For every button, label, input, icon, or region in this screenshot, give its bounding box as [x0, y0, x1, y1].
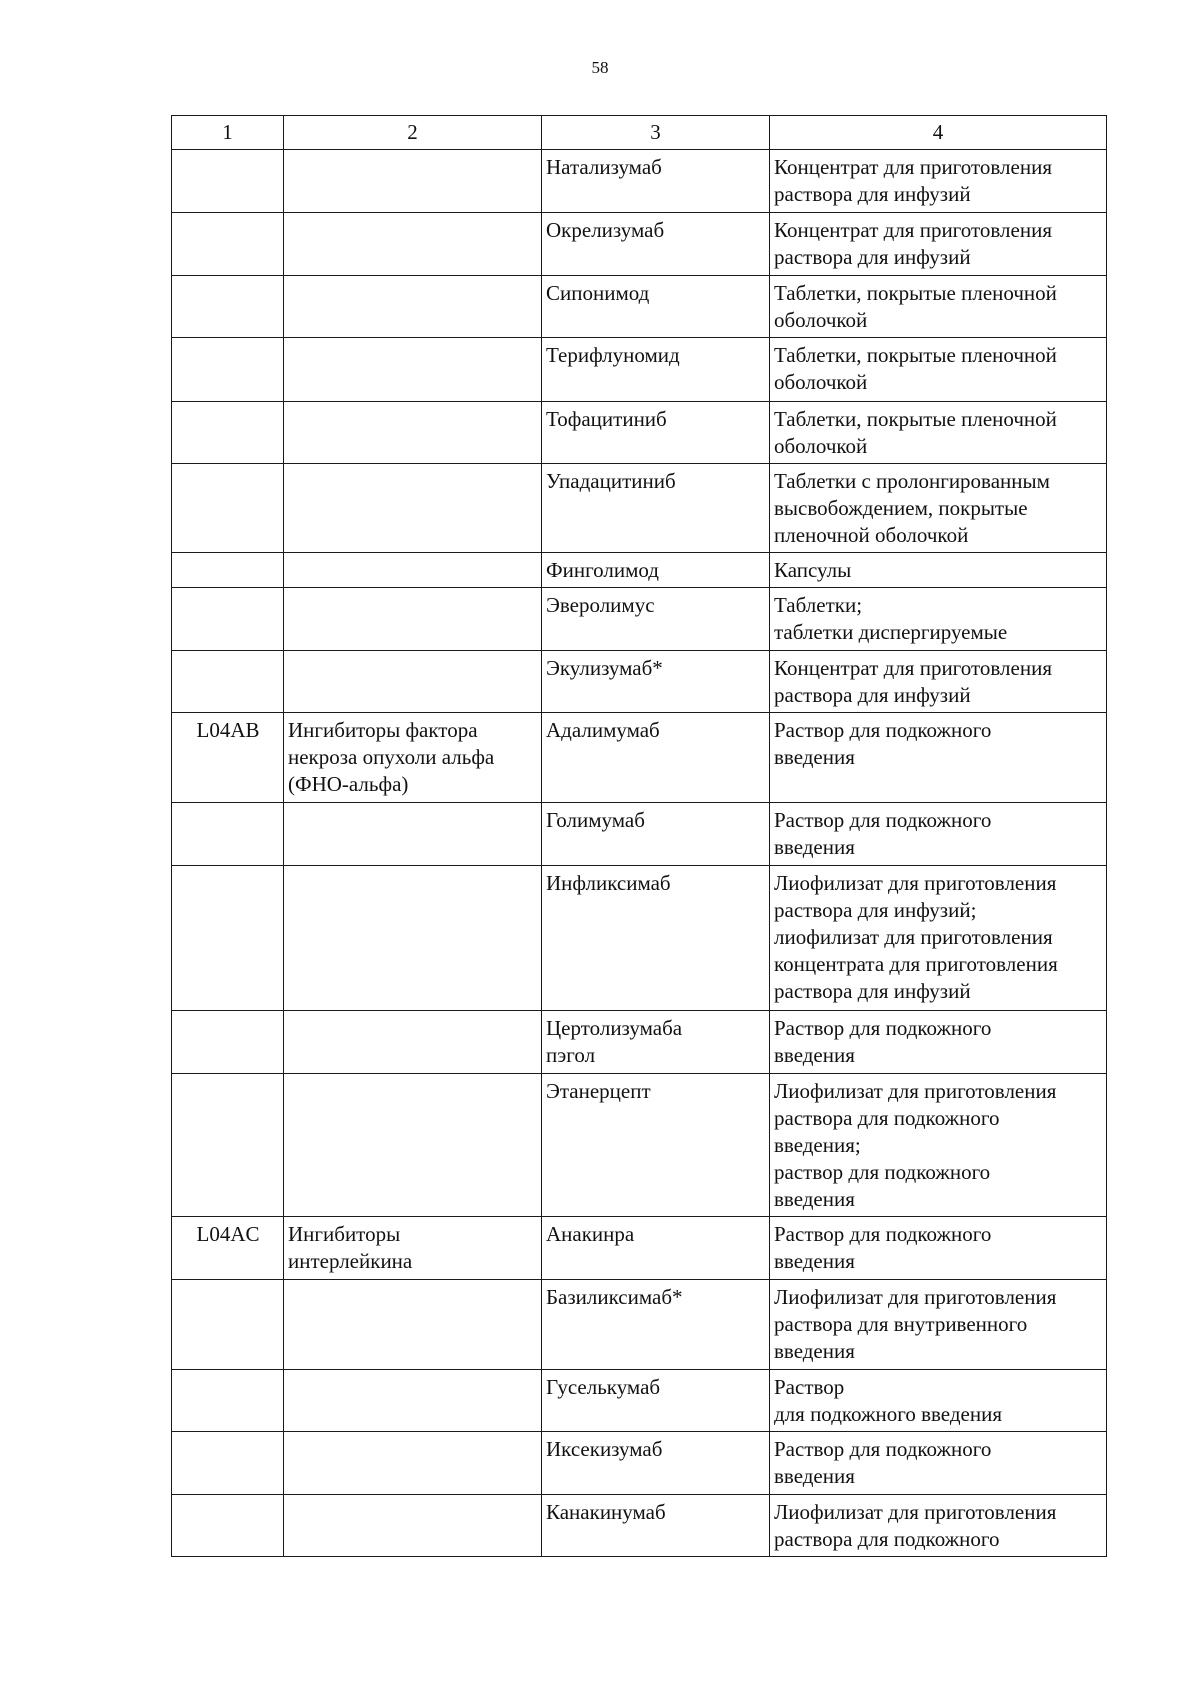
- cell-dosage-form-line: раствора для внутривенного: [774, 1312, 1028, 1336]
- cell-drug-name-line: Тофацитиниб: [546, 407, 667, 431]
- cell-drug-name-line: Канакинумаб: [546, 1500, 666, 1524]
- cell-code: [172, 1495, 284, 1557]
- cell-group-line: (ФНО-альфа): [288, 772, 409, 796]
- cell-dosage-form: [770, 150, 1107, 213]
- cell-drug-name-line: Иксекизумаб: [546, 1437, 663, 1461]
- cell-code: [172, 803, 284, 866]
- header-col-2: 2: [284, 116, 542, 150]
- cell-dosage-form-line: Лиофилизат для приготовления: [774, 1500, 1057, 1524]
- cell-group: [284, 553, 542, 588]
- cell-dosage-form: [770, 276, 1107, 338]
- cell-dosage-form-line: Лиофилизат для приготовления: [774, 1079, 1057, 1103]
- cell-dosage-form-line: раствора для инфузий: [774, 979, 971, 1003]
- cell-dosage-form-line: лиофилизат для приготовления: [774, 925, 1053, 949]
- cell-group: [284, 1432, 542, 1495]
- cell-dosage-form: [770, 1280, 1107, 1370]
- header-col-1: 1: [172, 116, 284, 150]
- cell-drug-name-line: Базиликсимаб*: [546, 1285, 683, 1309]
- table-row: [172, 402, 1107, 464]
- cell-code: [172, 1280, 284, 1370]
- cell-dosage-form-line: введения: [774, 1187, 855, 1211]
- cell-code: [172, 866, 284, 1011]
- cell-dosage-form-line: таблетки диспергируемые: [774, 620, 1008, 644]
- table-row: [172, 1370, 1107, 1432]
- cell-group: [284, 1074, 542, 1217]
- table-row: [172, 1217, 1107, 1280]
- table-row: [172, 1432, 1107, 1495]
- cell-dosage-form: [770, 464, 1107, 553]
- cell-dosage-form-line: введения: [774, 1464, 855, 1488]
- cell-dosage-form-line: высвобождением, покрытые: [774, 496, 1028, 520]
- cell-dosage-form-line: Раствор для подкожного: [774, 1016, 992, 1040]
- cell-dosage-form-line: Раствор для подкожного: [774, 808, 992, 832]
- cell-group: [284, 588, 542, 651]
- table-row: [172, 553, 1107, 588]
- cell-drug-name-line: Натализумаб: [546, 155, 662, 179]
- cell-dosage-form-line: пленочной оболочкой: [774, 523, 969, 547]
- cell-drug-name: [542, 713, 770, 803]
- cell-drug-name: [542, 1495, 770, 1557]
- cell-drug-name: [542, 553, 770, 588]
- page-number: 58: [591, 58, 609, 77]
- cell-drug-name-line: Голимумаб: [546, 808, 645, 832]
- cell-drug-name-line: Этанерцепт: [546, 1079, 651, 1103]
- cell-dosage-form-line: раствора для инфузий: [774, 182, 971, 206]
- cell-code: [172, 651, 284, 713]
- cell-dosage-form: [770, 1432, 1107, 1495]
- cell-dosage-form-line: введения: [774, 1043, 855, 1067]
- cell-dosage-form-line: введения;: [774, 1133, 861, 1157]
- cell-dosage-form-line: Раствор: [774, 1375, 845, 1399]
- cell-group-line: Ингибиторы: [288, 1222, 401, 1246]
- cell-group: [284, 1370, 542, 1432]
- cell-code: L04AB: [172, 713, 284, 803]
- cell-dosage-form: [770, 1011, 1107, 1074]
- cell-dosage-form-line: Таблетки;: [774, 593, 863, 617]
- cell-dosage-form-line: Лиофилизат для приготовления: [774, 1285, 1057, 1309]
- cell-dosage-form: [770, 1370, 1107, 1432]
- cell-dosage-form-line: Раствор для подкожного: [774, 1222, 992, 1246]
- cell-drug-name-line: Финголимод: [546, 558, 659, 582]
- cell-group-line: интерлейкина: [288, 1249, 413, 1273]
- cell-dosage-form: [770, 588, 1107, 651]
- cell-dosage-form: [770, 803, 1107, 866]
- cell-code: [172, 150, 284, 213]
- cell-drug-name-line: Упадацитиниб: [546, 469, 676, 493]
- cell-drug-name-line: Анакинра: [546, 1222, 635, 1246]
- cell-group: [284, 1280, 542, 1370]
- cell-dosage-form-line: Концентрат для приготовления: [774, 155, 1052, 179]
- cell-dosage-form-line: раствора для инфузий: [774, 683, 971, 707]
- cell-drug-name: [542, 1280, 770, 1370]
- cell-dosage-form: [770, 1495, 1107, 1557]
- cell-dosage-form-line: Таблетки, покрытые пленочной: [774, 281, 1057, 305]
- cell-dosage-form-line: Концентрат для приготовления: [774, 218, 1052, 242]
- cell-dosage-form: [770, 713, 1107, 803]
- cell-code: [172, 1432, 284, 1495]
- cell-drug-name: [542, 150, 770, 213]
- cell-dosage-form-line: концентрата для приготовления: [774, 952, 1058, 976]
- cell-dosage-form: [770, 213, 1107, 276]
- cell-dosage-form-line: Раствор для подкожного: [774, 1437, 992, 1461]
- cell-dosage-form-line: раствора для инфузий: [774, 245, 971, 269]
- cell-drug-name: [542, 1011, 770, 1074]
- table-row: [172, 338, 1107, 402]
- cell-code: [172, 1370, 284, 1432]
- table-row: [172, 213, 1107, 276]
- table-row: [172, 866, 1107, 1011]
- cell-group: [284, 464, 542, 553]
- cell-dosage-form-line: оболочкой: [774, 308, 868, 332]
- cell-dosage-form-line: введения: [774, 1339, 855, 1363]
- cell-dosage-form: [770, 553, 1107, 588]
- cell-drug-name-line: Инфликсимаб: [546, 871, 671, 895]
- cell-dosage-form-line: раствора для инфузий;: [774, 898, 977, 922]
- cell-drug-name: [542, 276, 770, 338]
- cell-group: [284, 213, 542, 276]
- cell-group: [284, 1011, 542, 1074]
- cell-group: [284, 1217, 542, 1280]
- cell-code: [172, 1074, 284, 1217]
- cell-dosage-form-line: Капсулы: [774, 558, 852, 582]
- cell-drug-name: [542, 866, 770, 1011]
- cell-drug-name: [542, 1370, 770, 1432]
- cell-drug-name: [542, 464, 770, 553]
- cell-drug-name-line: Терифлуномид: [546, 343, 680, 367]
- cell-drug-name-line: Цертолизумаба: [546, 1016, 683, 1040]
- cell-dosage-form-line: Концентрат для приготовления: [774, 656, 1052, 680]
- cell-dosage-form-line: оболочкой: [774, 370, 868, 394]
- cell-code: [172, 213, 284, 276]
- table-row: [172, 1495, 1107, 1557]
- cell-group-line: Ингибиторы фактора: [288, 718, 478, 742]
- table-row: [172, 588, 1107, 651]
- cell-group: [284, 866, 542, 1011]
- cell-dosage-form: [770, 1074, 1107, 1217]
- cell-dosage-form-line: оболочкой: [774, 434, 868, 458]
- table-row: [172, 651, 1107, 713]
- cell-drug-name: [542, 651, 770, 713]
- cell-dosage-form: [770, 866, 1107, 1011]
- cell-code: [172, 338, 284, 402]
- cell-group: [284, 1495, 542, 1557]
- cell-group: [284, 803, 542, 866]
- cell-drug-name: [542, 1432, 770, 1495]
- cell-drug-name-line: Гуселькумаб: [546, 1375, 661, 1399]
- table-row: [172, 1074, 1107, 1217]
- cell-dosage-form-line: Таблетки с пролонгированным: [774, 469, 1050, 493]
- cell-dosage-form: [770, 402, 1107, 464]
- cell-drug-name-line: Окрелизумаб: [546, 218, 665, 242]
- cell-code: [172, 402, 284, 464]
- cell-dosage-form-line: Таблетки, покрытые пленочной: [774, 407, 1057, 431]
- cell-group: [284, 713, 542, 803]
- cell-dosage-form-line: введения: [774, 745, 855, 769]
- table-row: [172, 803, 1107, 866]
- header-col-4: 4: [770, 116, 1107, 150]
- cell-dosage-form-line: раствора для подкожного: [774, 1527, 1000, 1551]
- cell-drug-name-line: пэгол: [546, 1043, 596, 1067]
- table-row: [172, 713, 1107, 803]
- cell-group-line: некроза опухоли альфа: [288, 745, 495, 769]
- table-row: [172, 1280, 1107, 1370]
- cell-drug-name: [542, 213, 770, 276]
- cell-dosage-form: [770, 1217, 1107, 1280]
- cell-dosage-form-line: Раствор для подкожного: [774, 718, 992, 742]
- cell-drug-name: [542, 1217, 770, 1280]
- cell-drug-name: [542, 803, 770, 866]
- header-col-3: 3: [542, 116, 770, 150]
- cell-dosage-form-line: раствор для подкожного: [774, 1160, 991, 1184]
- cell-code: [172, 588, 284, 651]
- table-row: [172, 276, 1107, 338]
- cell-dosage-form-line: раствора для подкожного: [774, 1106, 1000, 1130]
- cell-dosage-form-line: введения: [774, 835, 855, 859]
- cell-group: [284, 651, 542, 713]
- drug-table: [171, 115, 1107, 1557]
- table-row: [172, 150, 1107, 213]
- cell-dosage-form-line: введения: [774, 1249, 855, 1273]
- cell-drug-name: [542, 338, 770, 402]
- cell-drug-name: [542, 1074, 770, 1217]
- cell-dosage-form-line: Лиофилизат для приготовления: [774, 871, 1057, 895]
- cell-dosage-form: [770, 338, 1107, 402]
- cell-drug-name: [542, 588, 770, 651]
- table-row: [172, 1011, 1107, 1074]
- cell-drug-name-line: Эверолимус: [546, 593, 655, 617]
- cell-drug-name: [542, 402, 770, 464]
- cell-group: [284, 338, 542, 402]
- cell-dosage-form-line: Таблетки, покрытые пленочной: [774, 343, 1057, 367]
- cell-drug-name-line: Адалимумаб: [546, 718, 660, 742]
- cell-group: [284, 150, 542, 213]
- table-header-row: [172, 116, 1107, 150]
- cell-code: [172, 276, 284, 338]
- cell-code: [172, 464, 284, 553]
- cell-dosage-form-line: для подкожного введения: [774, 1402, 1002, 1426]
- table-row: [172, 464, 1107, 553]
- cell-drug-name-line: Сипонимод: [546, 281, 650, 305]
- cell-dosage-form: [770, 651, 1107, 713]
- cell-group: [284, 402, 542, 464]
- cell-group: [284, 276, 542, 338]
- cell-drug-name-line: Экулизумаб*: [546, 656, 663, 680]
- cell-code: [172, 553, 284, 588]
- table-body: [172, 150, 1107, 1557]
- cell-code: L04AC: [172, 1217, 284, 1280]
- cell-code: [172, 1011, 284, 1074]
